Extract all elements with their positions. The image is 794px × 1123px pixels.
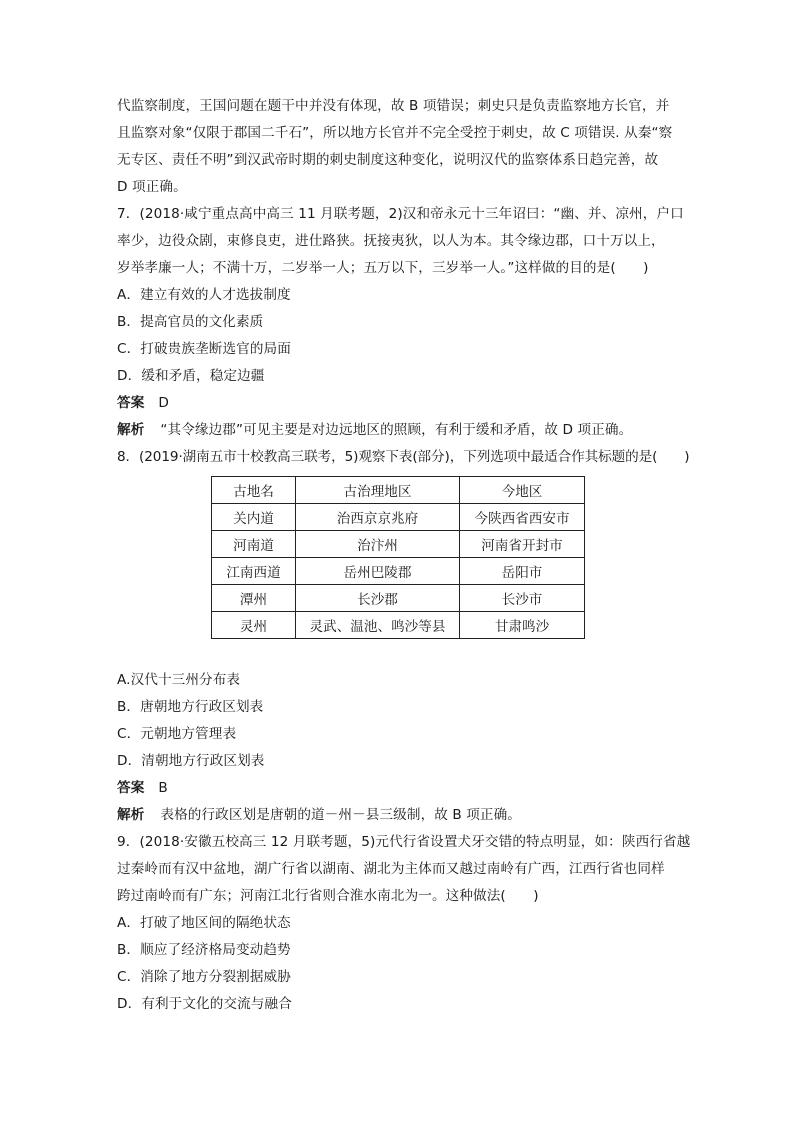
table-cell: 潭州 [212,585,296,612]
q8-option-a: A.汉代十三州分布表 [117,672,241,688]
q8-stem: 8．(2019·湖南五市十校教高三联考，5)观察下表(部分)，下列选项中最适合作其标题的是( ) [117,449,690,465]
table-cell: 今陕西省西安市 [460,504,585,531]
q6-explanation-line-1: 代监察制度，王国问题在题干中并没有体现，故 B 项错误；刺史只是负责监察地方长官，并 [117,98,670,114]
table-header-row [212,477,585,504]
q9-stem-line-3: 跨过南岭而有广东；河南江北行省则合淮水南北为一。这种做法( ) [117,888,539,904]
table-header-cell: 古地名 [212,477,296,504]
q7-answer [117,393,169,413]
q8-analysis-text: 表格的行政区划是唐朝的道－州－县三级制，故 B 项正确。 [160,807,522,823]
table-row [212,612,585,639]
table-cell: 治西京京兆府 [296,504,460,531]
table-cell: 岳州巴陵郡 [296,558,460,585]
q9-option-b: B．顺应了经济格局变动趋势 [117,942,291,958]
table-row [212,531,585,558]
q8-option-d: D．清朝地方行政区划表 [117,753,265,769]
q7-stem-line-1: 7．(2018·咸宁重点高中高三 11 月联考题，2)汉和帝永元十三年诏曰：“幽、并、凉州，户口 [117,206,684,222]
table-cell: 灵武、温池、鸣沙等县 [296,612,460,639]
table-header-cell: 今地区 [460,477,585,504]
table-row [212,558,585,585]
q7-option-c: C．打破贵族垄断选官的局面 [117,341,291,357]
table-cell: 灵州 [212,612,296,639]
q8-option-c: C．元朝地方管理表 [117,726,237,742]
q6-explanation-line-4: D 项正确。 [117,179,187,195]
q8-answer [117,778,168,798]
table-cell: 江南西道 [212,558,296,585]
table-row [212,504,585,531]
table-cell: 治汴州 [296,531,460,558]
table-cell: 河南道 [212,531,296,558]
q8-answer-label: 答案 [117,780,145,796]
table-cell: 关内道 [212,504,296,531]
q8-option-b: B．唐朝地方行政区划表 [117,699,264,715]
table-row [212,585,585,612]
table-cell: 长沙市 [460,585,585,612]
q7-stem-line-3: 岁举孝廉一人；不满十万，二岁举一人；五万以下，三岁举一人。”这样做的目的是( ) [117,260,649,276]
table-cell: 岳阳市 [460,558,585,585]
table-cell: 甘肃鸣沙 [460,612,585,639]
q7-analysis-text: “其令缘边郡”可见主要是对边远地区的照顾，有利于缓和矛盾，故 D 项正确。 [160,422,633,438]
q8-answer-value: B [158,780,168,796]
table-cell: 长沙郡 [296,585,460,612]
table-header-cell: 古治理地区 [296,477,460,504]
q7-answer-label: 答案 [117,395,145,411]
q7-analysis-label: 解析 [117,422,145,438]
q9-stem-line-1: 9．(2018·安徽五校高三 12 月联考题，5)元代行省设置犬牙交错的特点明显，如：陕西行省越 [117,834,691,850]
q8-table [211,476,585,639]
q8-analysis-label: 解析 [117,807,145,823]
q7-option-a: A．建立有效的人才选拔制度 [117,287,291,303]
table-cell: 河南省开封市 [460,531,585,558]
q9-option-c: C．消除了地方分裂割据威胁 [117,969,291,985]
q7-option-d: D．缓和矛盾，稳定边疆 [117,368,265,384]
q6-explanation-line-2: 且监察对象“仅限于郡国二千石”，所以地方长官并不完全受控于刺史，故 C 项错误. 从秦“察 [117,125,673,141]
q9-option-d: D．有利于文化的交流与融合 [117,996,292,1012]
q9-option-a: A．打破了地区间的隔绝状态 [117,915,291,931]
q7-option-b: B．提高官员的文化素质 [117,314,264,330]
q7-analysis [117,420,632,440]
q6-explanation-line-3: 无专区、责任不明”到汉武帝时期的刺史制度这种变化，说明汉代的监察体系日趋完善，故 [117,152,659,168]
q7-stem-line-2: 率少，边役众剧，束修良吏，进仕路狭。抚接夷狄，以人为本。其令缘边郡，口十万以上， [117,233,665,249]
q8-analysis [117,805,521,825]
q7-answer-value: D [158,395,169,411]
q9-stem-line-2: 过秦岭而有汉中盆地，湖广行省以湖南、湖北为主体而又越过南岭有广西，江西行省也同样 [117,861,665,877]
